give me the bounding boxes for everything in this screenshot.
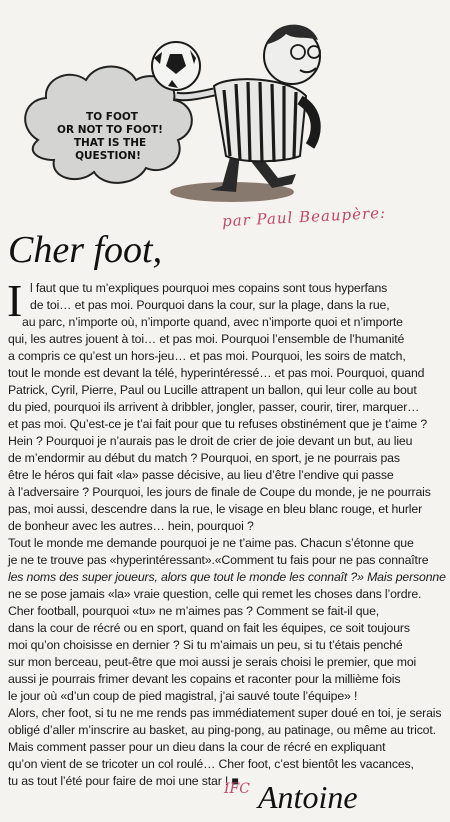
body-line: je ne te trouve pas «hyperintéressant».«Comment tu fais pour ne pas connaître — [8, 553, 429, 567]
drop-cap: I — [7, 275, 23, 326]
body-line: et pas moi. Qu’est-ce je t’ai fait pour que tu refuses obstinément que je t’aime ? — [8, 417, 428, 431]
body-line: Tout le monde me demande pourquoi je ne t’aime pas. Chacun s’étonne que — [8, 536, 414, 550]
body-line: tout le monde est devant la télé, hyperintéressé… et pas moi. Pourquoi, quand — [8, 366, 425, 380]
body-line: au parc, n’importe où, n’importe quand, avec n’importe quoi et n’importe — [22, 315, 403, 329]
body-line: Patrick, Cyril, Pierre, Paul ou Lucille attrapent un ballon, qui leur colle au bout — [8, 383, 417, 397]
bubble-line-1: TO FOOT — [86, 111, 138, 123]
letter-title: Cher foot, — [8, 229, 163, 271]
body-line: dans la cour de récré ou en sport, quand on fait les équipes, ce soit toujours — [8, 621, 410, 635]
body-line: de bonheur avec les autres… hein, pourquoi ? — [8, 519, 254, 533]
body-line: le jour où «d’un coup de pied magistral, j’ai sauvé toute l’équipe» ! — [8, 689, 358, 703]
body-line: ne se pose jamais «la» vraie question, celle qui remet les choses dans l’ordre. — [8, 587, 422, 601]
soccer-ball-icon — [152, 42, 200, 90]
illustration — [0, 0, 450, 230]
initials-stamp: IFC — [224, 781, 250, 797]
body-line: sur mon berceau, peut-être que moi aussi je serais choisi le premier, que moi — [8, 655, 417, 669]
body-line: aussi je pourrais frimer devant les copains et raconter pour la millième fois — [8, 672, 401, 686]
body-line: moi qu’on choisisse en dernier ? Si tu m’aimais un peu, si tu t’étais penché — [8, 638, 403, 652]
bubble-line-3: THAT IS THE — [73, 137, 147, 149]
bubble-line-2: OR NOT TO FOOT! — [57, 124, 163, 136]
body-line: les noms des super joueurs, alors que tout le monde les connaît ?» Mais personne — [8, 570, 446, 584]
bubble-line-4: QUESTION! — [75, 150, 141, 162]
body-line: qui, les autres jouent à toi… et pas moi. Pourquoi l’ensemble de l’humanité — [8, 332, 405, 346]
body-line: qu’on vient de se tricoter un col roulé… Cher foot, c’est bientôt les vacances, — [8, 757, 414, 771]
body-line: obligé d’aller m’inscrire au basket, au ping-pong, au patinage, ou même au tricot. — [8, 723, 436, 737]
body-line: a compris ce qu’est un hors-jeu… et pas moi. Pourquoi, les soirs de match, — [8, 349, 406, 363]
body-line: Cher football, pourquoi «tu» ne m’aimes pas ? Comment se fait-il que, — [8, 604, 380, 618]
body-line: Mais comment passer pour un dieu dans la cour de récré en expliquant — [8, 740, 386, 754]
body-line: à l’adversaire ? Pourquoi, les jours de finale de Coupe du monde, je ne pourrais — [8, 485, 431, 499]
illustrator-byline: par Paul Beaupère: — [221, 203, 387, 231]
body-line: être le héros qui fait «la» passe décisive, au lieu d’être l’endive qui passe — [8, 468, 394, 482]
body-line: de toi… et pas moi. Pourquoi dans la cour, sur la plage, dans la rue, — [30, 298, 390, 312]
body-line: tu as tout l’été pour faire de moi une star ! ■ — [8, 774, 239, 788]
body-line: de m’endormir au début du match ? Pourquoi, en sport, je ne pourrais pas — [8, 451, 400, 465]
body-line: Hein ? Pourquoi je n’aurais pas le droit de crier de joie devant un but, au lieu — [8, 434, 413, 448]
body-line: pas, moi aussi, descendre dans la rue, le visage en bleu blanc rouge, et hurler — [8, 502, 423, 516]
signature: Antoine — [258, 779, 358, 815]
body-line: l faut que tu m’expliques pourquoi mes copains sont tous hyperfans — [30, 281, 388, 295]
body-line: du pied, pourquoi ils arrivent à dribbler, jongler, passer, courir, tirer, marquer… — [8, 400, 420, 414]
body-line: Alors, cher foot, si tu ne me rends pas immédiatement super doué en toi, je serais — [8, 706, 442, 720]
